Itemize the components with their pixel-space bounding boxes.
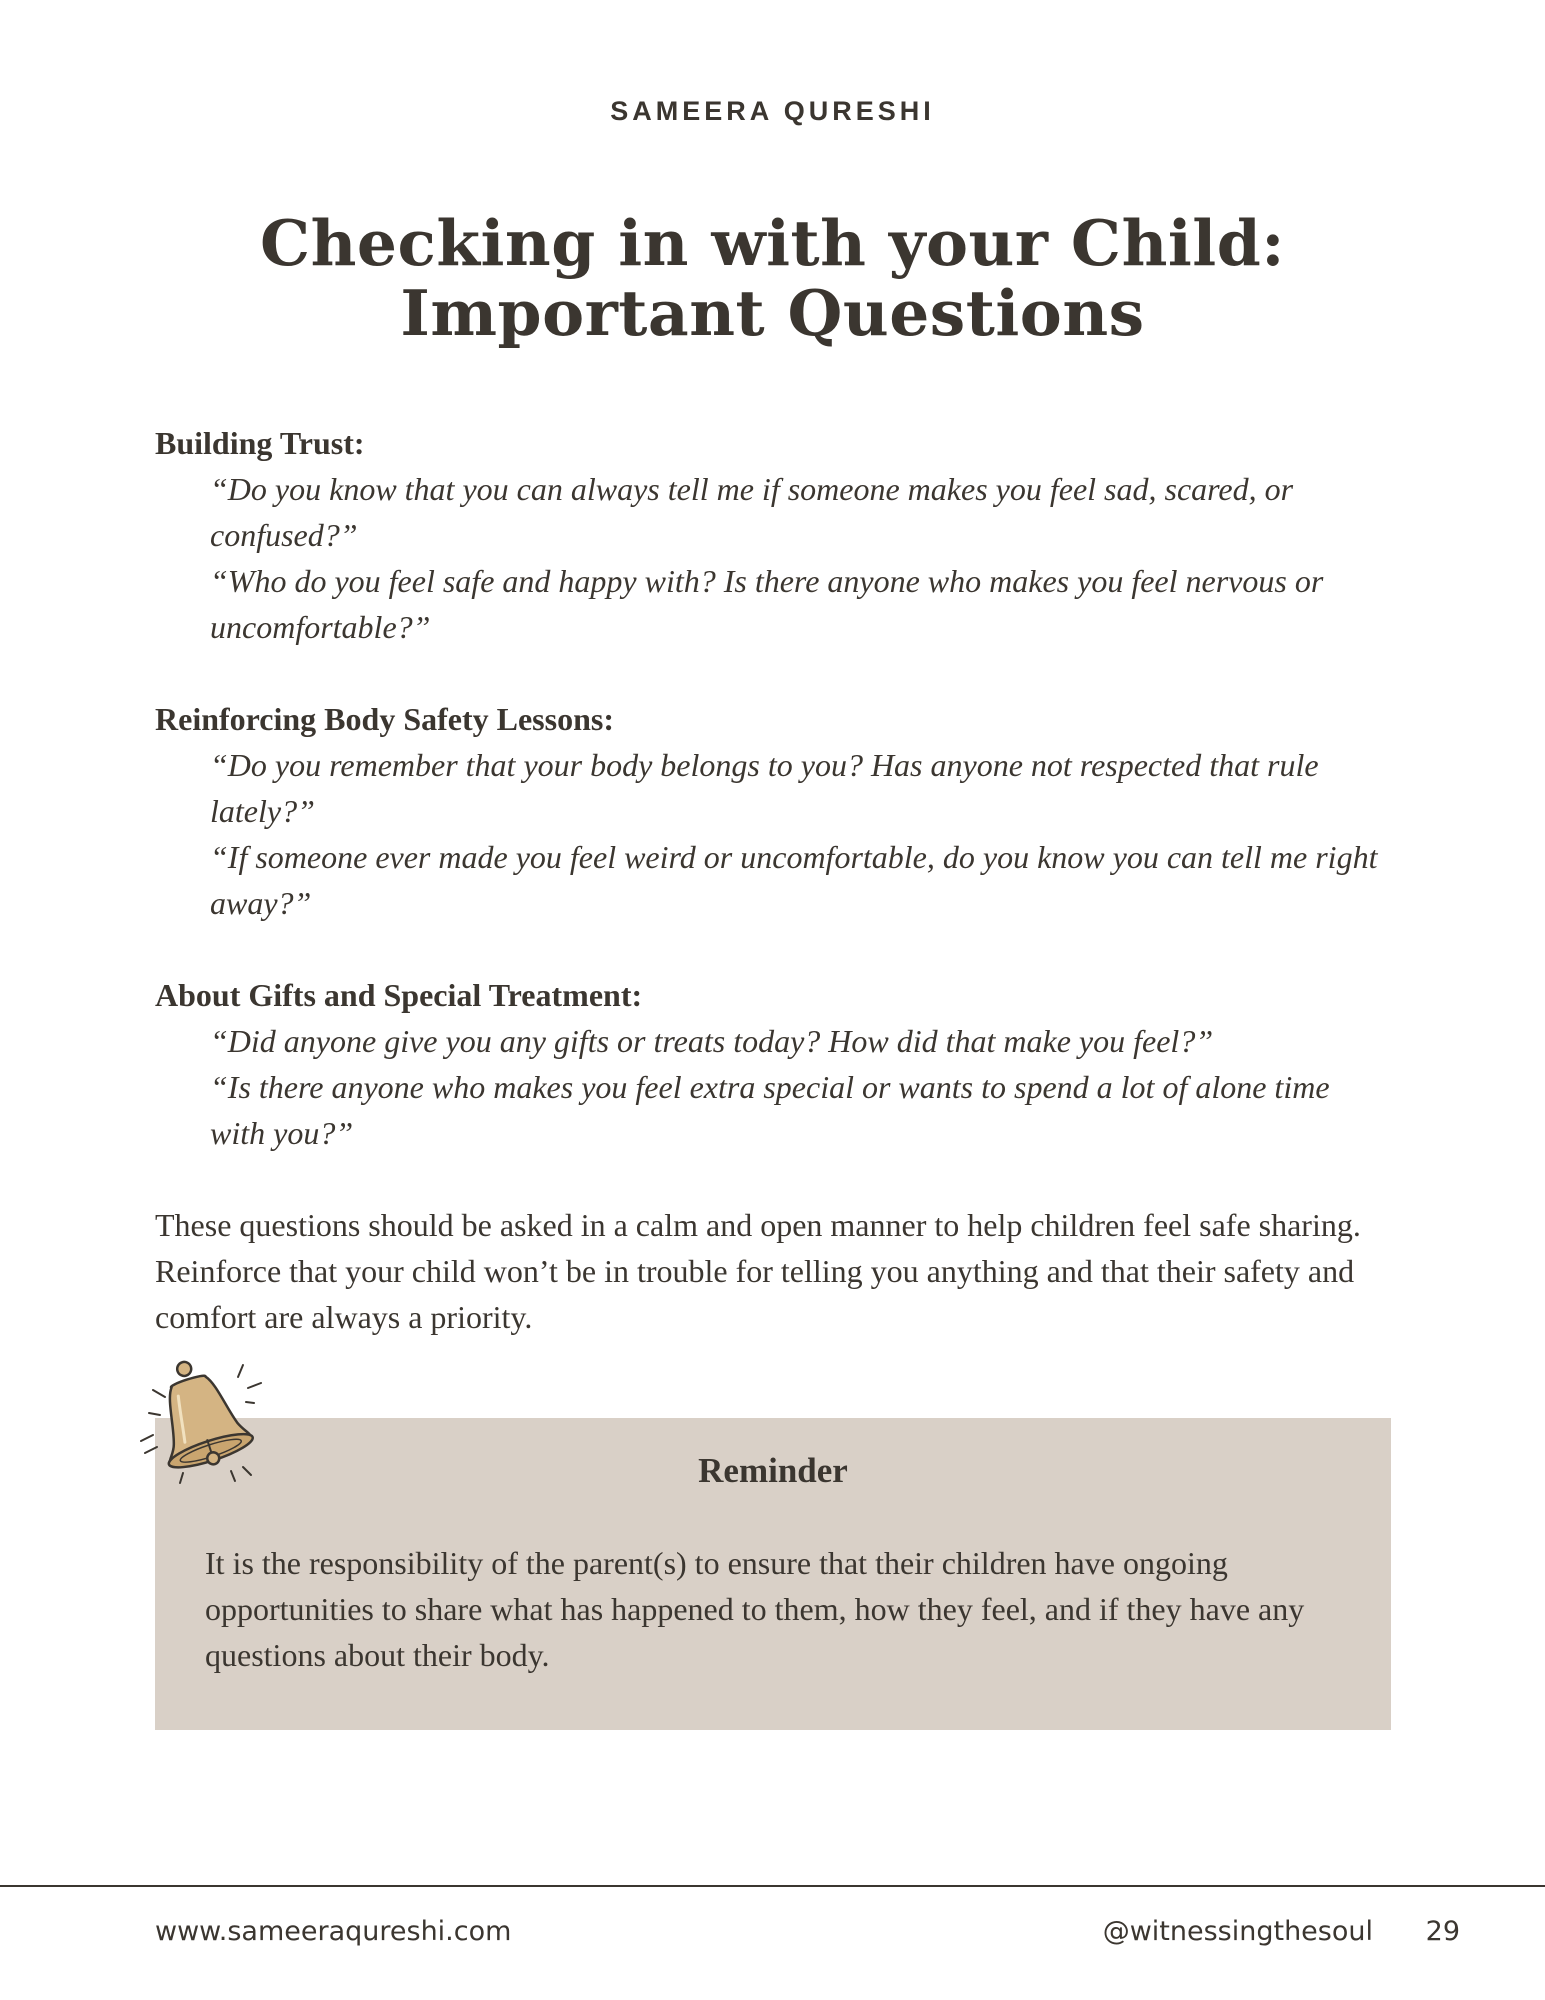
footer-website[interactable]: www.sameeraqureshi.com <box>155 1916 512 1947</box>
section-gifts <box>155 972 1395 1156</box>
section-body-safety <box>155 696 1395 926</box>
question: “Is there anyone who makes you feel extra special or wants to spend a lot of alone time with you?” <box>210 1069 1330 1151</box>
main-content <box>155 420 1395 1340</box>
reminder-box <box>155 1418 1391 1730</box>
footer-social-handle[interactable]: @witnessingthesoul <box>1102 1916 1373 1947</box>
section-heading: About Gifts and Special Treatment: <box>155 977 643 1013</box>
question: “Who do you feel safe and happy with? Is there anyone who makes you feel nervous or uncomfortable?” <box>210 563 1324 645</box>
section-heading: Building Trust: <box>155 425 365 461</box>
bell-icon <box>135 1345 275 1495</box>
closing-paragraph: These questions should be asked in a calm and open manner to help children feel safe sharing. Reinforce that your child won’t be in trouble for telling you anything and that their safety and comfort are always a priority. <box>155 1207 1361 1335</box>
author-name: SAMEERA QURESHI <box>610 96 935 126</box>
page-title: Checking in with your Child: Important Questions <box>259 206 1286 350</box>
question: “Do you remember that your body belongs to you? Has anyone not respected that rule lately?” <box>210 747 1319 829</box>
question: “If someone ever made you feel weird or uncomfortable, do you know you can tell me right away?” <box>210 839 1378 921</box>
reminder-text: It is the responsibility of the parent(s) to ensure that their children have ongoing opportunities to share what has happened to them, how they feel, and if they have any questions about their body. <box>205 1545 1305 1673</box>
section-heading: Reinforcing Body Safety Lessons: <box>155 701 614 737</box>
question: “Do you know that you can always tell me if someone makes you feel sad, scared, or confused?” <box>210 471 1294 553</box>
section-building-trust <box>155 420 1395 650</box>
page-number: 29 <box>1425 1916 1460 1947</box>
reminder-title: Reminder <box>698 1451 848 1490</box>
question: “Did anyone give you any gifts or treats today? How did that make you feel?” <box>210 1023 1214 1059</box>
footer-divider <box>0 1885 1545 1887</box>
